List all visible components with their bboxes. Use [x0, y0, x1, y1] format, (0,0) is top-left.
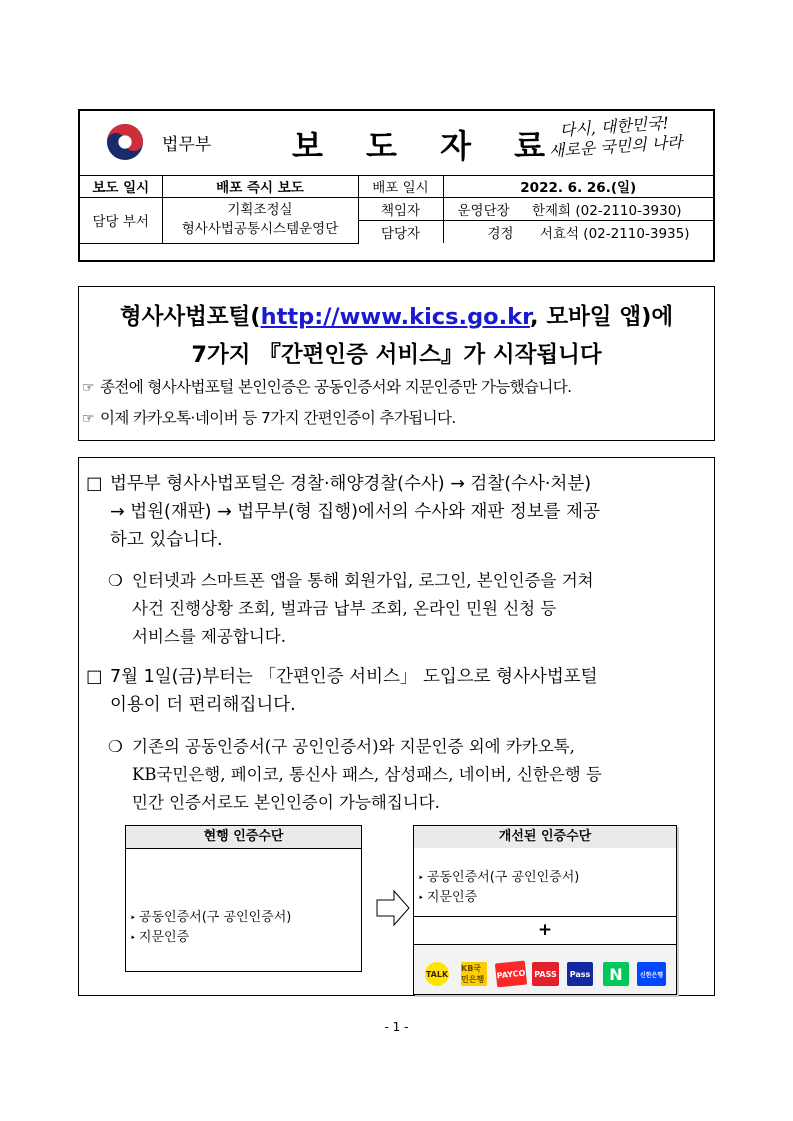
summary-item-1 [82, 375, 571, 397]
paragraph-1 [86, 470, 706, 554]
improved-auth-list [414, 848, 676, 916]
pass-logo: PASS [532, 962, 559, 986]
samsung-pass-logo: Pass [567, 962, 593, 986]
contact-title: 경정 [487, 226, 514, 242]
paragraph-1-line-1: 법무부 형사사법포털은 경찰·해양경찰(수사) → 검찰(수사·처분) [110, 474, 592, 494]
government-taegeuk-logo [106, 123, 144, 161]
contact-person-value [443, 221, 713, 244]
sub-paragraph-2-line-1: 기존의 공동인증서(구 공인인증서)와 지문인증 외에 카카오톡, [132, 737, 575, 756]
ministry-name: 법무부 [162, 135, 212, 155]
distribution-date-label: 배포 일시 [358, 175, 443, 198]
paragraph-2-line-1: 7월 1일(금)부터는 「간편인증 서비스」 도입으로 형사사법포털 [110, 667, 598, 687]
sub-paragraph-2-line-3: 민간 인증서로도 본인인증이 가능해집니다. [132, 793, 440, 812]
headline-line-2: 7가지 『간편인증 서비스』가 시작됩니다 [191, 342, 602, 368]
current-auth-item: ‣ 공동인증서(구 공인인증서) [130, 906, 291, 925]
sub-paragraph-1-line-3: 서비스를 제공합니다. [132, 627, 286, 646]
page-number: - 1 - [384, 1020, 409, 1034]
naver-logo: N [603, 962, 629, 986]
document-title: 보 도 자 료 [292, 127, 562, 165]
release-time-value: 배포 즉시 보도 [162, 175, 358, 198]
headline-suffix: , 모바일 앱)에 [529, 304, 674, 330]
slogan-line-1: 다시, 대한민국! [559, 113, 670, 140]
department-value [162, 198, 358, 244]
release-info-table [80, 175, 713, 244]
paragraph-1-line-3: 하고 있습니다. [110, 530, 223, 550]
sub-paragraph-2 [108, 733, 708, 817]
paragraph-2-line-2: 이용이 더 편리해집니다. [110, 695, 296, 715]
responsible-title: 운영단장 [457, 203, 510, 219]
current-auth-box [125, 825, 362, 972]
department-line-2: 형사사법공통시스템운영단 [181, 221, 339, 238]
distribution-date-value: 2022. 6. 26.(일) [443, 175, 713, 198]
improved-auth-title: 개선된 인증수단 [414, 826, 676, 849]
headline-line-1 [79, 299, 714, 331]
responsible-label: 책임자 [358, 198, 443, 221]
slogan-line-2: 새로운 국민의 나라 [548, 132, 684, 161]
responsible-contact: 한제희 (02-2110-3930) [531, 203, 682, 219]
circle-bullet-icon: ❍ [108, 737, 123, 756]
sub-paragraph-1 [108, 567, 708, 651]
contact-person-label: 담당자 [358, 221, 443, 244]
sub-paragraph-1-line-1: 인터넷과 스마트폰 앱을 통해 회원가입, 로그인, 본인인증을 거쳐 [132, 571, 594, 590]
contact-contact: 서효석 (02-2110-3935) [539, 226, 690, 242]
paragraph-2 [86, 663, 706, 719]
current-auth-title: 현행 인증수단 [126, 826, 361, 849]
pointing-hand-icon: ☞ [82, 380, 94, 396]
press-release-header [78, 109, 715, 262]
plus-sign: + [414, 916, 676, 945]
kb-bank-logo: KB국민은행 [461, 962, 487, 986]
paragraph-1-line-2: → 법원(재판) → 법무부(형 집행)에서의 수사와 재판 정보를 제공 [110, 502, 600, 522]
header-top [80, 111, 713, 176]
shinhan-bank-logo: 신한은행 [637, 962, 666, 986]
summary-item-2 [82, 406, 456, 428]
responsible-value [443, 198, 713, 221]
summary-text-1: 종전에 형사사법포털 본인인증은 공동인증서와 지문인증만 가능했습니다. [99, 378, 572, 396]
payco-logo: PAYCO [495, 960, 527, 987]
square-bullet-icon: □ [86, 667, 103, 687]
headline-prefix: 형사사법포털( [119, 304, 261, 330]
department-label: 담당 부서 [80, 198, 162, 244]
square-bullet-icon: □ [86, 474, 103, 494]
slogan [534, 111, 696, 162]
department-line-1: 기획조정실 [227, 202, 293, 219]
kics-link[interactable]: http://www.kics.go.kr [260, 304, 530, 330]
sub-paragraph-1-line-2: 사건 진행상황 조회, 벌과금 납부 조회, 온라인 민원 신청 등 [132, 599, 557, 618]
current-auth-item: ‣ 지문인증 [130, 926, 189, 945]
summary-text-2: 이제 카카오톡·네이버 등 7가지 간편인증이 추가됩니다. [99, 409, 456, 427]
improved-auth-item: ‣ 공동인증서(구 공인인증서) [418, 866, 579, 885]
headline-box [78, 286, 715, 441]
pointing-hand-icon: ☞ [82, 411, 94, 427]
sub-paragraph-2-line-2: KB국민은행, 페이코, 통신사 패스, 삼성패스, 네이버, 신한은행 등 [132, 765, 602, 784]
improved-auth-item: ‣ 지문인증 [418, 886, 477, 905]
kakao-talk-logo: TALK [425, 962, 449, 986]
release-time-label: 보도 일시 [80, 175, 162, 198]
right-arrow-icon [376, 888, 410, 928]
circle-bullet-icon: ❍ [108, 571, 123, 590]
